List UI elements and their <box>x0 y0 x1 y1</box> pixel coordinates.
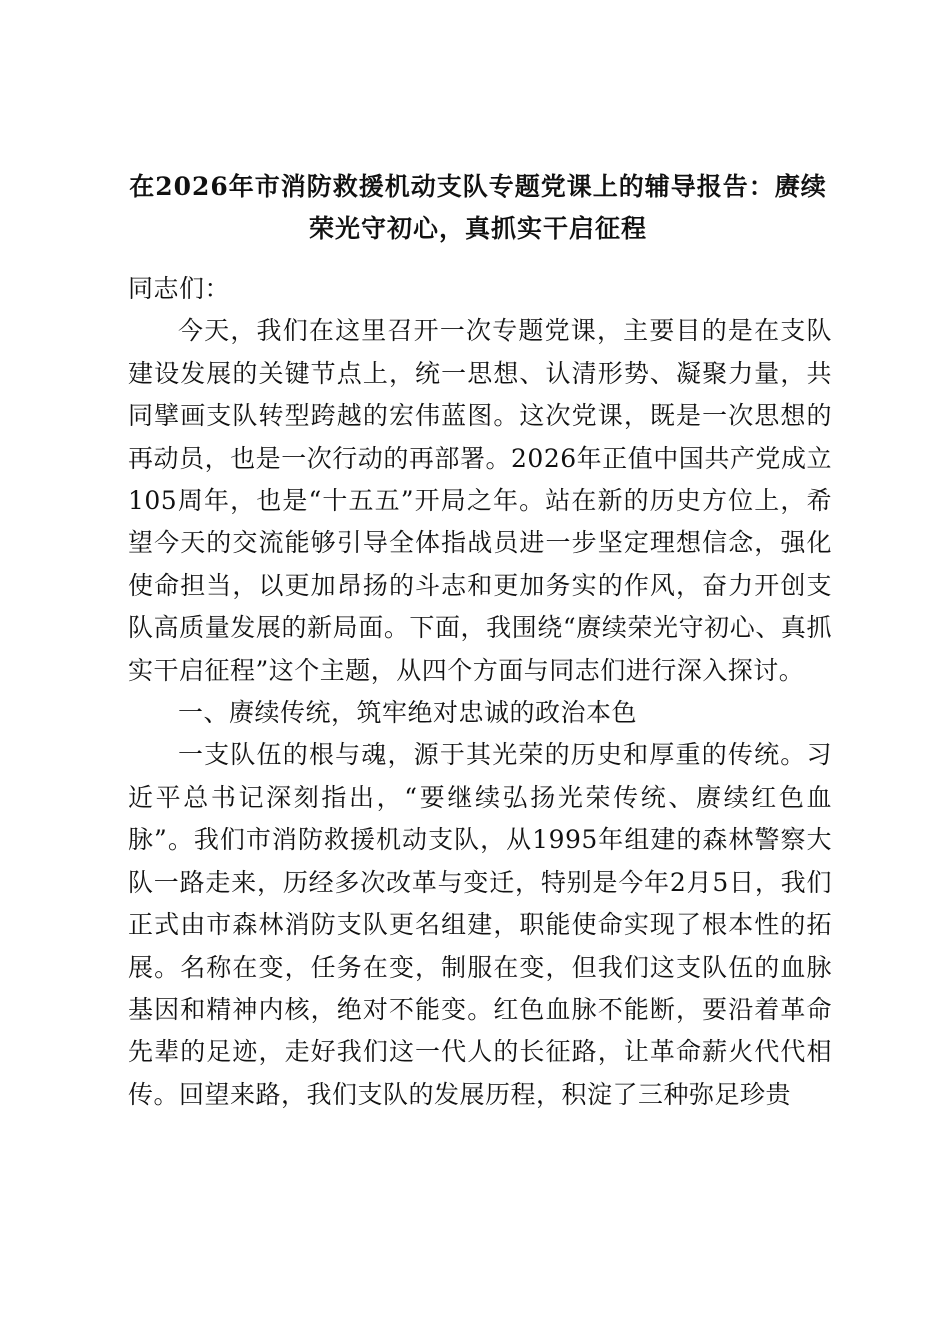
document-title: 在2026年市消防救援机动支队专题党课上的辅导报告：赓续荣光守初心，真抓实干启征程 <box>129 172 827 243</box>
section-heading-1: 一、赓续传统，筑牢绝对忠诚的政治本色 <box>178 698 638 728</box>
salutation: 同志们： <box>128 274 231 303</box>
paragraph-section-1: 一支队伍的根与魂，源于其光荣的历史和厚重的传统。习近平总书记深刻指出，“要继续弘扬光荣传统、赓续红色血脉”。我们市消防救援机动支队，从1995年组建的森林警察大队一路走来，历经多次改革与变迁，特别是今年2月5日，我们正式由市森林消防支队更名组建，职能使命实现了根本性的拓展。名称在变，任务在变，制服在变，但我们这支队伍的血脉基因和精神内核，绝对不能变。红色血脉不能断，要沿着革命先辈的足迹，走好我们这一代人的长征路，让革命薪火代代相传。回望来路，我们支队的发展历程，积淀了三种弥足珍贵 <box>128 740 832 1109</box>
document-body <box>128 268 832 1116</box>
paragraph-intro: 今天，我们在这里召开一次专题党课，主要目的是在支队建设发展的关键节点上，统一思想、认清形势、凝聚力量，共同擘画支队转型跨越的宏伟蓝图。这次党课，既是一次思想的再动员，也是一次行动的再部署。2026年正值中国共产党成立105周年，也是“十五五”开局之年。站在新的历史方位上，希望今天的交流能够引导全体指战员进一步坚定理想信念，强化使命担当，以更加昂扬的斗志和更加务实的作风，奋力开创支队高质量发展的新局面。下面，我围绕“赓续荣光守初心、真抓实干启征程”这个主题，从四个方面与同志们进行深入探讨。 <box>128 316 832 685</box>
